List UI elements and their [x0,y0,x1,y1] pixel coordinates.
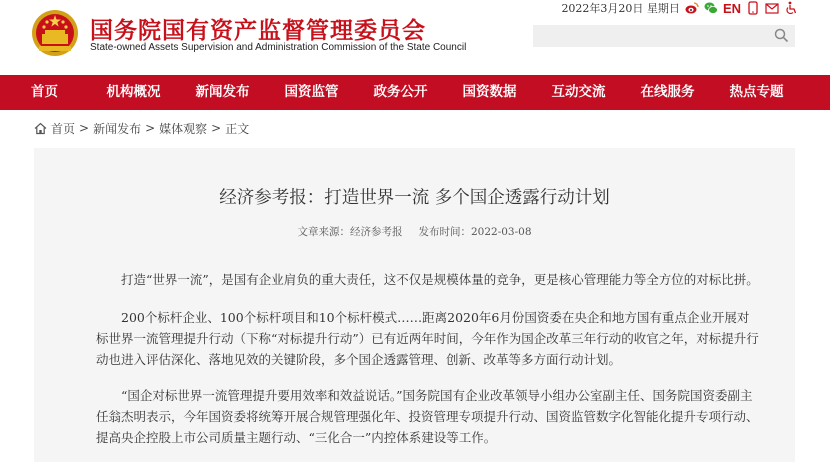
nav-item-online-service[interactable]: 在线服务 [640,84,695,100]
breadcrumb-media[interactable]: 媒体观察 [159,121,208,136]
breadcrumb-news[interactable]: 新闻发布 [93,121,142,136]
article-meta [34,224,795,239]
mail-icon[interactable] [765,1,779,15]
nav-item-news[interactable]: 新闻发布 [195,84,250,100]
nav-item-topics[interactable]: 热点专题 [729,84,784,100]
nav-item-interaction[interactable]: 互动交流 [551,84,606,100]
nav-item-data[interactable]: 国资数据 [462,84,517,100]
nav-item-organization[interactable]: 机构概况 [106,84,161,100]
accessibility-icon[interactable] [784,1,798,15]
search-input[interactable] [533,26,763,48]
breadcrumb-separator: > [211,121,222,135]
breadcrumb-current: 正文 [225,121,250,136]
english-link[interactable]: EN [722,0,741,16]
article-title: 经济参考报：打造世界一流 多个国企透露行动计划 [219,188,610,208]
site-subtitle: State-owned Assets Supervision and Administration Commission of the State Council [90,42,467,53]
article-source: 文章来源：经济参考报 [297,226,403,238]
breadcrumb-separator: > [79,121,90,135]
site-title[interactable]: 国务院国有资产监督管理委员会 [90,18,426,44]
main-nav [0,75,830,110]
site-header [0,0,830,75]
current-date: 2022年3月20日 星期日 [561,2,680,15]
app-icon[interactable] [746,1,760,15]
top-utility-bar [561,1,798,15]
breadcrumb [34,120,249,136]
emblem-icon[interactable] [30,8,80,58]
article-panel [34,148,795,462]
article-paragraph: “国企对标世界一流管理提升要用效率和效益说话。”国务院国有企业改革领导小组办公室副主任、国务院国资委副主任翁杰明表示，今年国资委将统筹开展合规管理强化年、投资管理专项提升行动、国资监管数字化智能化提升专项行动、提高央企控股上市公司质量主题行动、“三化合一”内控体系建设等工作。 [96,388,759,445]
nav-item-government-affairs[interactable]: 政务公开 [373,84,428,100]
breadcrumb-separator: > [145,121,156,135]
article-date: 发布时间：2022-03-08 [418,226,532,238]
weibo-icon[interactable] [685,1,699,15]
breadcrumb-home[interactable]: 首页 [51,121,76,136]
wechat-icon[interactable] [704,1,718,15]
search-icon[interactable] [774,28,789,43]
nav-item-home[interactable]: 首页 [31,84,58,100]
search-box [533,25,795,47]
nav-item-supervision[interactable]: 国资监管 [284,84,339,100]
article-paragraph: 200个标杆企业、100个标杆项目和10个标杆模式……距离2020年6月份国资委在央企和地方国有重点企业开展对标世界一流管理提升行动（下称“对标提升行动”）已有近两年时间，今年作为国企改革三年行动的收官之年，对标提升行动也进入评估深化、落地见效的关键阶段，多个国企透露管理、创新、改革等多方面行动计划。 [96,310,759,367]
home-icon [34,122,47,135]
article-paragraph: 打造“世界一流”，是国有企业肩负的重大责任，这不仅是规模体量的竞争，更是核心管理能力等全方位的对标比拼。 [121,272,759,287]
